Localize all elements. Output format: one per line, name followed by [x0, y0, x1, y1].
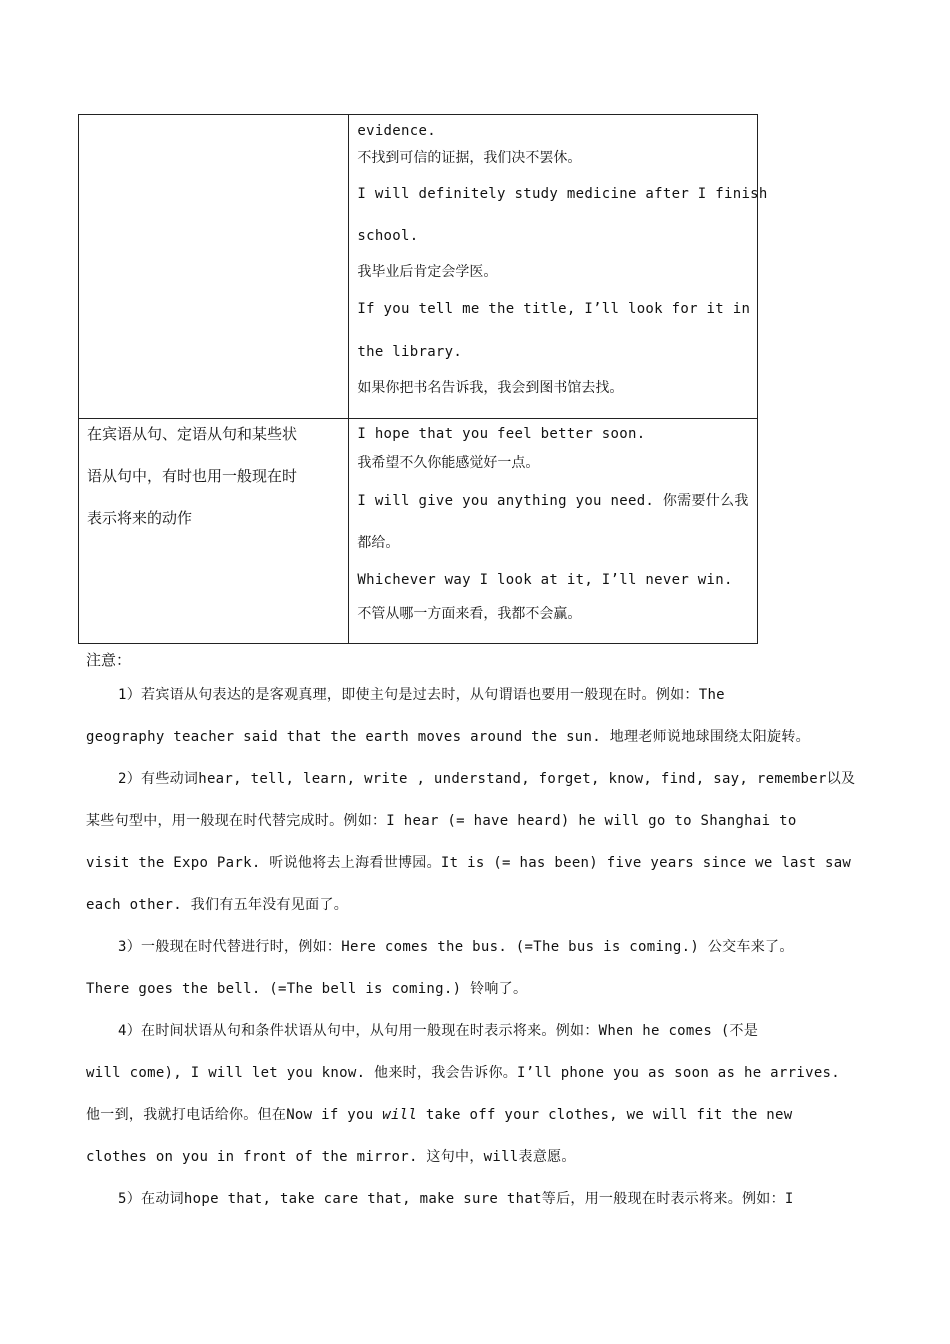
example-line: Whichever way I look at it, I’ll never win.: [357, 572, 733, 588]
example-line: I will definitely study medicine after I finish: [357, 186, 768, 202]
grammar-table: [78, 114, 768, 644]
example-line: 如果你把书名告诉我，我会到图书馆去找。: [357, 380, 624, 396]
rule-cell: [79, 419, 349, 644]
table-row: [79, 419, 758, 644]
emphasis-will: will: [382, 1107, 418, 1123]
example-line: evidence.: [357, 123, 436, 139]
example-line: I hope that you feel better soon.: [357, 426, 646, 442]
note-line: 4）在时间状语从句和条件状语从句中，从句用一般现在时表示将来。例如：When he comes (不是: [118, 1023, 759, 1039]
note-line: 2）有些动词hear, tell, learn, write , understand, forget, know, find, say, remember以及: [118, 771, 856, 787]
note-line: geography teacher said that the earth moves around the sun. 地理老师说地球围绕太阳旋转。: [86, 729, 810, 745]
note-line: will come), I will let you know. 他来时，我会告诉你。I’ll phone you as soon as he arrives.: [86, 1065, 841, 1081]
rule-line: 在宾语从句、定语从句和某些状: [87, 425, 298, 443]
rule-line: 语从句中，有时也用一般现在时: [87, 467, 298, 485]
note-line: clothes on you in front of the mirror. 这句中，will表意愿。: [86, 1149, 576, 1165]
example-line: 都给。: [357, 535, 400, 551]
note-line: each other. 我们有五年没有见面了。: [86, 897, 349, 913]
notes-heading: 注意：: [86, 651, 132, 669]
note-line: There goes the bell. (=The bell is coming.) 铃响了。: [86, 981, 528, 997]
example-line: 不找到可信的证据，我们决不罢休。: [357, 150, 582, 166]
notes-section: [86, 646, 866, 1220]
note-fragment: take off your clothes, we will fit the new: [417, 1107, 793, 1123]
note-line: 1）若宾语从句表达的是客观真理，即使主句是过去时，从句谓语也要用一般现在时。例如：The: [118, 687, 725, 703]
example-line: I will give you anything you need. 你需要什么我: [357, 493, 749, 509]
example-line: 我毕业后肯定会学医。: [357, 264, 498, 280]
note-fragment: 他一到，我就打电话给你。但在Now if you: [86, 1107, 383, 1123]
note-line: 某些句型中，用一般现在时代替完成时。例如：I hear (= have heard) he will go to Shanghai to: [86, 813, 797, 829]
rule-cell: [79, 115, 349, 419]
rule-line: 表示将来的动作: [87, 509, 193, 527]
example-line: 不管从哪一方面来看，我都不会赢。: [357, 606, 582, 622]
example-cell: [349, 419, 758, 644]
example-line: the library.: [357, 344, 463, 360]
table-row: [79, 115, 758, 419]
note-line: visit the Expo Park. 听说他将去上海看世博园。It is (= has been) five years since we last saw: [86, 855, 852, 871]
example-line: 我希望不久你能感觉好一点。: [357, 455, 540, 471]
example-cell: [349, 115, 768, 419]
note-line: 5）在动词hope that, take care that, make sure that等后，用一般现在时表示将来。例如：I: [118, 1191, 794, 1207]
note-line: 3）一般现在时代替进行时，例如：Here comes the bus. (=The bus is coming.) 公交车来了。: [118, 939, 794, 955]
example-line: school.: [357, 228, 419, 244]
note-line: [86, 1094, 866, 1136]
example-line: If you tell me the title, I’ll look for it in: [357, 301, 751, 317]
